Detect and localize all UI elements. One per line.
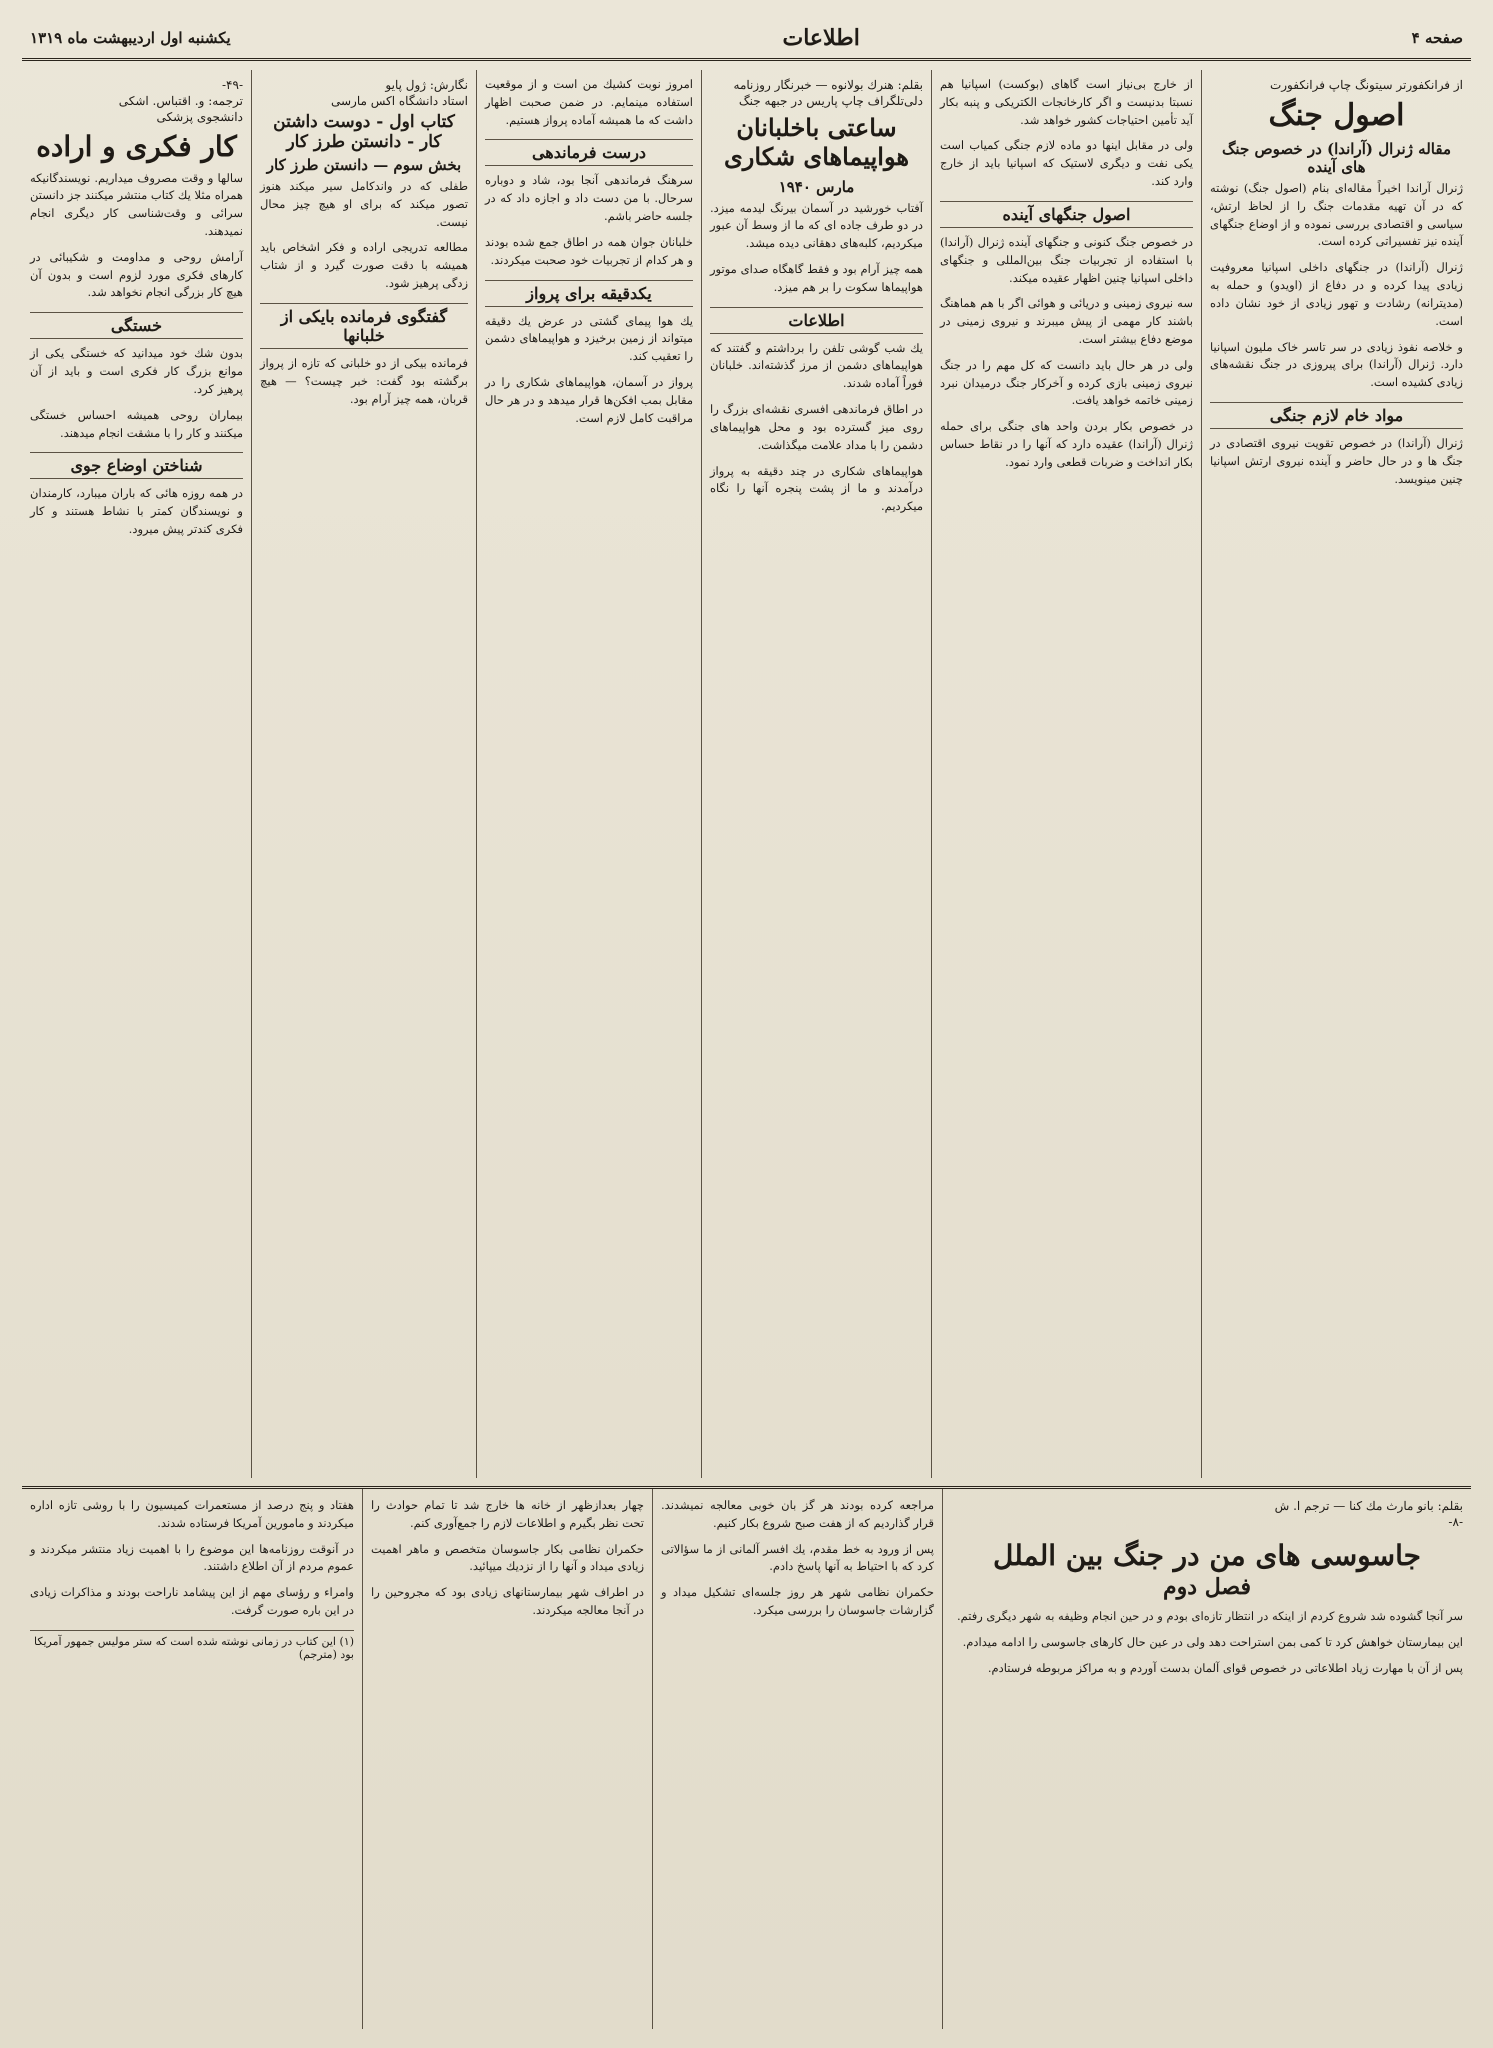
article-title: کار فکری و اراده xyxy=(36,130,237,163)
spy-article-column xyxy=(942,1489,1471,2029)
paragraph: ژنرال آراندا اخیراً مقاله‌ای بنام (اصول جنگ) نوشته که در آن تهیه مقدمات جنگ را از لحاظ ارتش، سیاسی و اقتصادی بررسی نموده و از اوضاع جنگهای آینده نیز تفسیراتی کرده است. xyxy=(1210,181,1463,249)
paragraph: امروز نوبت کشیك من است و از موقعیت استفاده مینمایم. در ضمن صحبت اظهار داشت که ما همیشه آماده پرواز هستیم. xyxy=(485,77,693,127)
section-heading: گفتگوی فرمانده بایکی از خلبانها xyxy=(260,303,468,349)
section-heading: شناختن اوضاع جوی xyxy=(30,452,243,479)
column-fighter-pilots-continued xyxy=(476,70,701,1478)
paragraph: همه چیز آرام بود و فقط گاهگاه صدای موتور هواپیماها سکوت را بر هم میزد. xyxy=(710,262,923,294)
section-heading: یکدقیقه برای پرواز xyxy=(485,280,693,307)
spy-article-column xyxy=(362,1489,652,2029)
paragraph: ژنرال (آراندا) در خصوص تقویت نیروی اقتصادی در جنگ ها و در حال حاضر و آینده نیروی ارتش اسپانیا چنین مینویسد. xyxy=(1210,435,1463,486)
article-title: اصول جنگ xyxy=(1268,98,1405,133)
paragraph: چهار بعدازظهر از خانه ها خارج شد تا تمام حوادث را تحت نظر بگیرم و اطلاعات لازم را جمع‌آوری کنم. xyxy=(371,1498,644,1530)
paragraph: هفتاد و پنج درصد از مستعمرات کمیسیون را با روشی تازه اداره میکردند و مامورین آمریکا فرستاده شدند. xyxy=(30,1498,354,1530)
article-byline: بقلم: هنرك بولانوه — خبرنگار روزنامه xyxy=(733,78,923,92)
paragraph: حکمران نظامی شهر هر روز جلسه‌ای تشکیل میداد و گزارشات جاسوسان را بررسی میکرد. xyxy=(661,1585,934,1618)
paragraph: هواپیماهای شکاری در چند دقیقه به پرواز درآمدند و ما از پشت پنجره آنها را نگاه میکردیم. xyxy=(710,463,923,514)
chapter-heading: فصل دوم xyxy=(1163,1574,1251,1600)
paragraph: ولی در مقابل اینها دو ماده لازم جنگی کمیاب است یکی نفت و دیگری لاستیک که اسپانیا باید از خارج وارد کند. xyxy=(940,138,1193,189)
paragraph: وامراء و رؤسای مهم از این پیشامد ناراحت بودند و مذاکرات زیادی در این باره صورت گرفت. xyxy=(30,1585,354,1618)
paragraph: خلبانان جوان همه در اطاق جمع شده بودند و هر کدام از تجربیات خود صحبت میکردند. xyxy=(485,234,693,267)
spy-article-column xyxy=(22,1489,362,2029)
issue-date: یکشنبه اول اردیبهشت ماه ۱۳۱۹ xyxy=(30,29,231,47)
column-mental-work xyxy=(251,70,476,1478)
paragraph: در همه روزه هائی که باران میبارد، کارمندان و نویسندگان کمتر با نشاط هستند و کار فکری کندتر پیش میرود. xyxy=(30,486,243,536)
section-heading: مواد خام لازم جنگی xyxy=(1210,402,1463,429)
paragraph: در خصوص جنگ کنونی و جنگهای آینده ژنرال (آراندا) با استفاده از تجربیات جنگ بین‌المللی و جنگهای داخلی اسپانیا چنین اظهار عقیده میکند. xyxy=(940,234,1193,285)
paragraph: در اطاق فرماندهی افسری نقشه‌ای بزرگ را روی میز گسترده بود و محل هواپیماهای دشمن را با مداد علامت میگذاشت. xyxy=(710,402,923,452)
paragraph: ژنرال (آراندا) در جنگهای داخلی اسپانیا معروفیت زیادی پیدا کرده و در دفاع از (اویدو) و حمله به (مدیترانه) رشادت و تهور زیادی از خود نشان داده است. xyxy=(1210,260,1463,328)
paragraph: پس از ورود به خط مقدم، یك افسر آلمانی از ما سؤالاتی کرد که با احتیاط به آنها پاسخ دادم. xyxy=(661,1541,934,1574)
book-title: کتاب اول - دوست داشتن کار - دانستن طرز کار xyxy=(273,112,455,152)
paragraph: سه نیروی زمینی و دریائی و هوائی اگر با هم هماهنگ باشند کار مهمی از پیش میبرند و نیروی زمینی در موضع دفاع بیشتر است. xyxy=(940,296,1193,346)
paragraph: و خلاصه نفوذ زیادی در سر تاسر خاک ملیون اسپانیا دارد. ژنرال (آراندا) برای پیروزی در جنگ نقشه‌های زیادی کشیده است. xyxy=(1210,339,1463,390)
article-byline: استاد دانشگاه اکس مارسی xyxy=(330,94,468,108)
column-principles-of-war xyxy=(1201,70,1471,1478)
paragraph: طفلی که در واندکامل سیر میکند هنوز تصور میکند که برای او هیچ چیز محال نیست. xyxy=(260,179,468,229)
paragraph: مطالعه تدریجی اراده و فکر اشخاص باید همیشه با دقت صورت گیرد و از شتاب زدگی پرهیز شود. xyxy=(260,240,468,291)
paragraph: سر آنجا گشوده شد شروع کردم از اینکه در انتظار تازه‌ای بودم و در حین انجام وظیفه به شهر دیگری رفتم. xyxy=(956,1609,1463,1623)
part-heading: بخش سوم — دانستن طرز کار xyxy=(266,156,462,174)
footnote: (۱) این کتاب در زمانی نوشته شده است که ستر مولیس جمهور آمریکا بود (مترجم) xyxy=(30,1630,354,1661)
paragraph: در اطراف شهر بیمارستانهای زیادی بود که مجروحین را در آنجا معالجه میکردند. xyxy=(371,1585,644,1618)
column-principles-continued xyxy=(931,70,1201,1478)
paragraph: در خصوص بکار بردن واحد های جنگی برای حمله ژنرال (آراندا) عقیده دارد که آنها را در نقاط حساس بکار انداخت و ضربات قطعی وارد نمود. xyxy=(940,419,1193,469)
paragraph: سرهنگ فرماندهی آنجا بود، شاد و دوباره سرحال. با من دست داد و اجازه داد که در جلسه حاضر باشم. xyxy=(485,173,693,224)
dateline: مارس ۱۹۴۰ xyxy=(778,177,855,196)
paragraph: حکمران نظامی بکار جاسوسان متخصص و ماهر اهمیت زیادی میداد و آنها را از نزدیك میپائید. xyxy=(371,1541,644,1574)
bottom-section xyxy=(22,1486,1471,2029)
paragraph: فرمانده بیکی از دو خلبانی که تازه از پرواز برگشته بود گفت: خبر چیست؟ — هیچ قربان، همه چیز آرام بود. xyxy=(260,355,468,406)
spy-byline: بقلم: بانو مارث مك كنا — ترجم ا. ش xyxy=(1274,1499,1463,1513)
newspaper-name: اطلاعات xyxy=(782,25,860,51)
article-byline: نگارش: ژول پایو xyxy=(385,78,468,92)
paragraph: در آنوقت روزنامه‌ها این موضوع را با اهمیت زیاد منتشر میکردند و عموم مردم از آن اطلاع داشتند. xyxy=(30,1541,354,1574)
article-credit: از فرانکفورتر سیتونگ چاپ فرانکفورت xyxy=(1269,78,1463,92)
paragraph: از خارج بی‌نیاز است گاهای (بوکست) اسپانیا هم نسبتا بدنیست و اگر کارخانجات الکتریکی و پنبه بکار آید تأمین احتیاجات کشور خواهد شد. xyxy=(940,77,1193,127)
paragraph: آرامش روحی و مداومت و شکیبائی در کارهای فکری مورد لزوم است و بدون آن هیچ کار بزرگی انجام نخواهد شد. xyxy=(30,249,243,300)
paragraph: پس از آن با مهارت زیاد اطلاعاتی در خصوص قوای آلمان بدست آوردم و به مراکز مربوطه فرستادم. xyxy=(987,1660,1463,1675)
paragraph: سالها و وقت مصروف میداریم. نویسندگانیکه همراه مثلا یك کتاب منتشر میکنند جز دانستن سرائی و وقت‌شناسی کار دیگری انجام نمیدهند. xyxy=(30,170,243,239)
section-heading: اصول جنگهای آینده xyxy=(940,201,1193,228)
column-mental-work-continued xyxy=(22,70,251,1478)
paragraph: ولی در هر حال باید دانست که کل مهم را در جنگ نیروی زمینی بازی کرده و آخرکار جنگ درمیدان نبرد زمینی خاتمه خواهد یافت. xyxy=(940,357,1193,408)
translator-credit: دانشجوی پزشکی xyxy=(156,110,243,124)
article-byline: دلی‌تلگراف چاپ پاریس در جبهه جنگ xyxy=(738,94,923,108)
article-title: جاسوسی های من در جنگ بین الملل xyxy=(993,1539,1421,1572)
section-heading: اطلاعات xyxy=(710,307,923,334)
section-heading: درست فرماندهی xyxy=(485,139,693,166)
series-number: -۸- xyxy=(1448,1515,1463,1529)
page-number: صفحه ۴ xyxy=(1411,29,1463,47)
masthead xyxy=(22,18,1471,61)
spy-article-column xyxy=(652,1489,942,2029)
paragraph: بدون شك خود میدانید که خستگی یکی از موانع بزرگ کار فکری است و باید از آن پرهیز کرد. xyxy=(30,346,243,396)
top-columns xyxy=(22,70,1471,1478)
article-subtitle: مقاله ژنرال (آراندا) در خصوص جنگ های آینده xyxy=(1222,140,1451,176)
series-number: -۴۹- xyxy=(221,78,243,92)
section-heading: خستگی xyxy=(30,312,243,339)
article-title: ساعتی باخلبانان هواپیماهای شکاری xyxy=(724,113,909,171)
paragraph: یك هوا پیمای گشتی در عرض یك دقیقه میتواند از زمین برخیزد و هواپیماهای دشمن را تعقیب کند. xyxy=(485,313,693,364)
paragraph: مراجعه کرده بودند هر گز بان خوبی معالجه نمیشدند. قرار گذاردیم که از هفت صبح شروع بکار کنیم. xyxy=(661,1498,934,1530)
paragraph: پرواز در آسمان، هواپیماهای شکاری را در مقابل بمب افکن‌ها قرار میدهد و در هر حال مراقبت کامل لازم است. xyxy=(485,374,693,425)
paragraph: آفتاب خورشید در آسمان بیرنگ لیدمه میزد. در دو طرف جاده ای که ما از وسط آن عبور میکردیم، کلبه‌های دهقانی دیده میشد. xyxy=(710,200,923,251)
translator-credit: ترجمه: و. اقتباس. اشکی xyxy=(118,94,243,108)
paragraph: این بیمارستان خواهش کرد تا کمی بمن استراحت دهد ولی در عین حال کارهای جاسوسی را ادامه میدادم. xyxy=(962,1634,1463,1649)
paragraph: یك شب گوشی تلفن را برداشتم و گفتند که هواپیماهای دشمن از مرز گذشته‌اند. خلبانان فوراً آماده شدند. xyxy=(710,340,923,391)
column-fighter-pilots xyxy=(701,70,931,1478)
paragraph: بیماران روحی همیشه احساس خستگی میکنند و کار را با مشقت انجام میدهند. xyxy=(30,407,243,440)
